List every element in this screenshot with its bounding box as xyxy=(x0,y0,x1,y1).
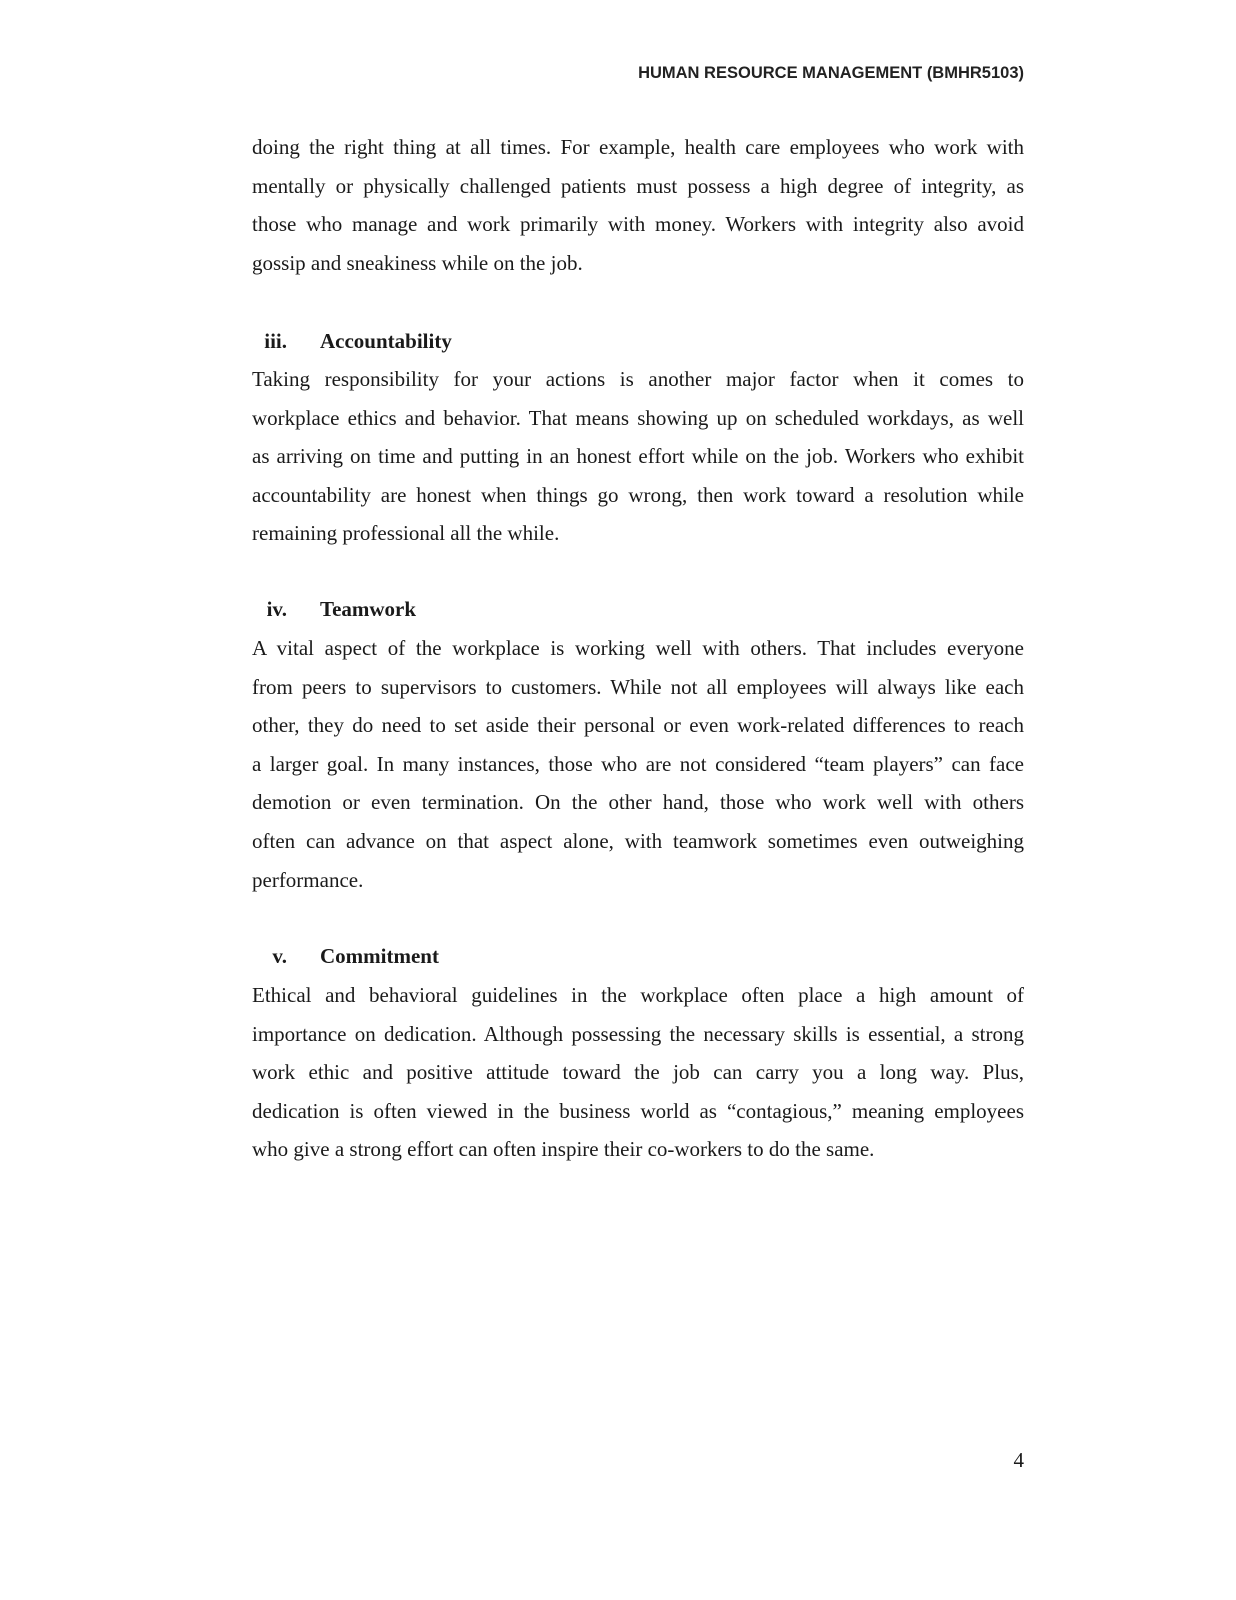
text-line: demotion or even termination. On the other hand, those who work well with others xyxy=(252,790,1024,815)
text-line: who give a strong effort can often inspire their co-workers to do the same. xyxy=(252,1137,875,1162)
paragraph-accountability xyxy=(252,360,1024,553)
paragraph-teamwork xyxy=(252,629,1024,899)
text-line: other, they do need to set aside their personal or even work-related differences to reach xyxy=(252,713,1024,738)
text-line: gossip and sneakiness while on the job. xyxy=(252,250,583,275)
section-number: v. xyxy=(272,944,287,968)
text-line: workplace ethics and behavior. That means showing up on scheduled workdays, as well xyxy=(252,405,1024,430)
text-line: often can advance on that aspect alone, with teamwork sometimes even outweighing xyxy=(252,828,1024,853)
text-line: performance. xyxy=(252,867,364,892)
text-line: Taking responsibility for your actions is another major factor when it comes to xyxy=(252,367,1024,391)
text-line: a larger goal. In many instances, those who are not considered “team players” can face xyxy=(252,751,1024,776)
section-number: iv. xyxy=(266,597,287,621)
text-line: Ethical and behavioral guidelines in the workplace often place a high amount of xyxy=(252,983,1024,1007)
text-line: as arriving on time and putting in an honest effort while on the job. Workers who exhibit xyxy=(252,444,1024,469)
text-line: importance on dedication. Although possessing the necessary skills is essential, a strong xyxy=(252,1021,1024,1046)
text-line: dedication is often viewed in the business world as “contagious,” meaning employees xyxy=(252,1098,1024,1123)
section-number: iii. xyxy=(264,329,287,353)
paragraph-integrity-continued xyxy=(252,128,1024,282)
paragraph-commitment xyxy=(252,976,1024,1169)
text-line: doing the right thing at all times. For example, health care employees who work with xyxy=(252,135,1024,159)
running-header: HUMAN RESOURCE MANAGEMENT (BMHR5103) xyxy=(638,64,1024,82)
section-title: Accountability xyxy=(320,329,452,353)
page-number: 4 xyxy=(1013,1448,1024,1472)
text-line: remaining professional all the while. xyxy=(252,521,560,546)
section-title: Commitment xyxy=(320,944,439,968)
text-line: A vital aspect of the workplace is working well with others. That includes everyone xyxy=(252,636,1024,660)
text-line: work ethic and positive attitude toward the job can carry you a long way. Plus, xyxy=(252,1060,1024,1085)
text-line: accountability are honest when things go wrong, then work toward a resolution while xyxy=(252,482,1024,507)
section-title: Teamwork xyxy=(320,597,417,621)
text-line: those who manage and work primarily with money. Workers with integrity also avoid xyxy=(252,212,1024,237)
text-line: from peers to supervisors to customers. While not all employees will always like each xyxy=(252,674,1024,699)
text-line: mentally or physically challenged patients must possess a high degree of integrity, as xyxy=(252,173,1024,198)
